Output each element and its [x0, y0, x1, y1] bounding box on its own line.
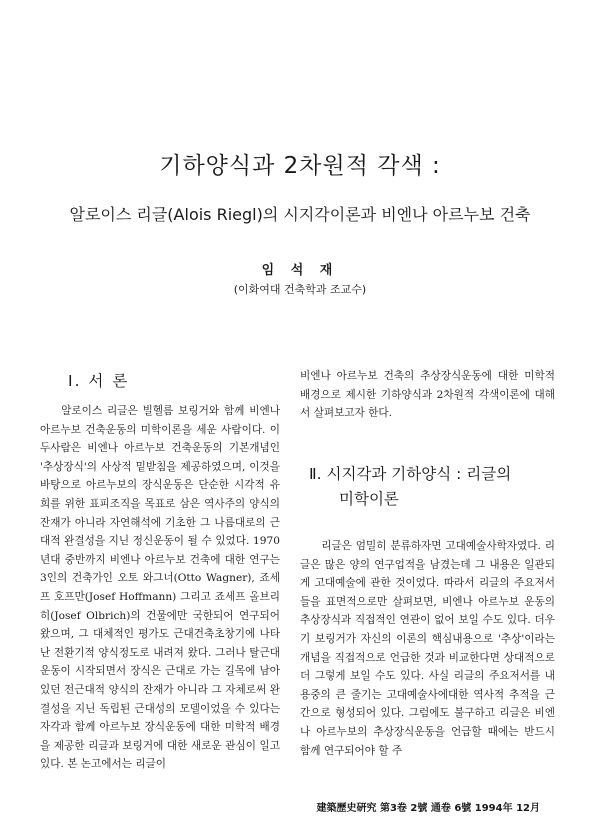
section-2-heading	[309, 462, 511, 512]
author-name: 임 석 재	[261, 263, 339, 278]
author-affiliation: (이화여대 건축학과 조교수)	[233, 283, 367, 296]
section-2-paragraph: 리글은 엄밀히 분류하자면 고대예술사학자였다. 리글은 많은 양의 연구업적을 남겼는데 그 내용은 일관되게 고대예술에 관한 것이었다. 따라서 리글의 주요저서들을 표면적으로만 살펴보면, 비엔나 아르누보 운동의 추상장식과 직접적인 연관이 없어 보일 수도 있다. 더우기 보링거가 자신의 이론의 핵심내용으로 '추상'이라는 개념을 직접적으로 언급한 것과 비교한다면 상대적으로 더 그렇게 보일 수도 있다. 사실 리글의 주요저서를 내용중의 큰 줄기는 고대예술사에대한 역사적 추적을 근간으로 형성되어 있다. 그럼에도 불구하고 리글은 비엔나 아르누보의 추상장식운동을 언급할 때에는 반드시 함께 연구되어야 할 주	[300, 540, 555, 757]
paper-subtitle: 알로이스 리글(Alois Riegl)의 시지각이론과 비엔나 아르누보 건축	[69, 205, 531, 224]
section-2-heading-line2: 미학이론	[339, 490, 399, 508]
paper-title: 기하양식과 2차원적 각색 :	[159, 153, 441, 179]
section-1-heading: Ⅰ. 서 론	[68, 372, 130, 390]
right-column-intro	[300, 367, 555, 423]
section-2-heading-line1: Ⅱ. 시지각과 기하양식 : 리글의	[309, 465, 512, 483]
intro-continuation-paragraph: 비엔나 아르누보 건축의 추상장식운동에 대한 미학적 배경으로 제시한 기하양식과 2차원적 각색이론에 대해서 살펴보고자 한다.	[300, 370, 555, 420]
left-column	[40, 402, 280, 774]
section-1-paragraph: 알로이스 리글은 빌헬름 보링거와 함께 비엔나 아르누보 건축운동의 미학이론을 세운 사람이다. 이 두사람은 비엔나 아르누보 건축운동의 기본개념인 '추상장식'의 사상적 밑받침을 제공하였으며, 이것을 바탕으로 아르누보의 장식운동은 단순한 시각적 유희를 위한 표피조직을 목표로 삼은 역사주의 양식의 잔재가 아니라 자연해석에 기초한 그 나름대로의 근대적 완결성을 지닌 정신운동이 될 수 있었다. 1970년대 중반까지 비엔나 아르누보 건축에 대한 연구는 3인의 건축가인 오토 와그너(Otto Wagner), 죠세프 호프만(Josef Hoffmann) 그리고 죠세프 올브리히(Josef Olbrich)의 건물에만 국한되어 연구되어 왔으며, 그 대체적인 평가도 근대건축초창기에 나타난 전환기적 양식정도로 내려져 왔다. 그러나 탈근대운동이 시작되면서 장식은 근대로 가는 길목에 남아 있던 전근대적 양식의 잔재가 아니라 그 자체로써 완결성을 지닌 독립된 근대성의 모델이었을 수 있다는 자각과 함께 아르누보 장식운동에 대한 미학적 배경을 제공한 리글과 보링거에 대한 새로운 관심이 일고 있다. 본 논고에서는 리글이	[40, 405, 280, 771]
journal-footer: 建築歷史硏究 第3卷 2號 通卷 6號 1994年 12月	[316, 803, 540, 814]
right-column-body	[300, 537, 555, 760]
